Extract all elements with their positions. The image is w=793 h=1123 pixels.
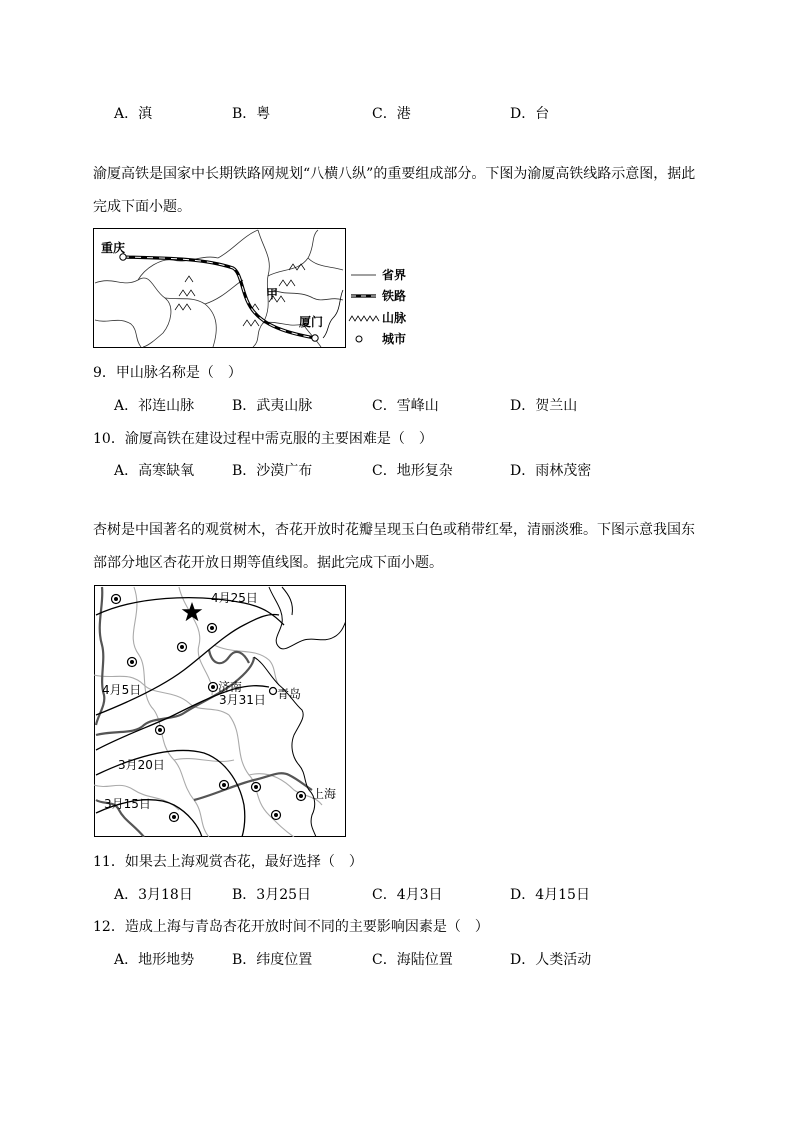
intro-paragraph-apricot: 杏树是中国著名的观赏树木，杏花开放时花瓣呈现玉白色或稍带红晕，清丽淡雅。下图示意我国东部部分地区杏花开放日期等值线图。据此完成下面小题。 bbox=[93, 522, 695, 571]
q8-option-b: B．粤 bbox=[232, 106, 271, 122]
iso-label-mar20: 3月20日 bbox=[118, 758, 165, 772]
city-dot-1 bbox=[112, 595, 121, 604]
q9-option-b: B．武夷山脉 bbox=[232, 398, 313, 414]
q11-option-b: B．3月25日 bbox=[232, 887, 312, 903]
q12-option-d: D．人类活动 bbox=[510, 952, 592, 968]
q10-option-b: B．沙漠广布 bbox=[232, 463, 313, 479]
q8-option-a: A．滇 bbox=[114, 106, 153, 122]
legend-mountain-label: 山脉 bbox=[382, 311, 407, 325]
map1-legend bbox=[349, 267, 407, 346]
q9-option-c: C．雪峰山 bbox=[372, 398, 439, 414]
q11-option-a: A．3月18日 bbox=[114, 887, 193, 903]
q10-option-a: A．高寒缺氧 bbox=[114, 463, 195, 479]
city-dot-3 bbox=[178, 643, 187, 652]
q8-option-d: D．台 bbox=[510, 106, 550, 122]
iso-label-apr25: 4月25日 bbox=[211, 591, 258, 605]
chongqing-label: 重庆 bbox=[101, 241, 126, 255]
qingdao-label: 青岛 bbox=[277, 687, 302, 701]
qingdao-city-dot bbox=[270, 688, 277, 695]
city-dot-10 bbox=[170, 813, 179, 822]
city-dot-8 bbox=[252, 783, 261, 792]
city-dot-11 bbox=[272, 811, 281, 820]
q8-option-c: C．港 bbox=[372, 106, 411, 122]
legend-city-label: 城市 bbox=[382, 332, 407, 346]
mountain-jia-label: 甲 bbox=[266, 287, 279, 301]
city-dot-2 bbox=[208, 624, 217, 633]
q10-stem: 10．渝厦高铁在建设过程中需克服的主要困难是（ ） bbox=[93, 431, 433, 447]
iso-label-apr5: 4月5日 bbox=[102, 683, 142, 697]
iso-label-mar31: 3月31日 bbox=[219, 693, 266, 707]
q11-stem: 11．如果去上海观赏杏花，最好选择（ ） bbox=[93, 854, 363, 870]
shanghai-label: 上海 bbox=[312, 787, 337, 801]
q12-option-b: B．纬度位置 bbox=[232, 952, 313, 968]
q9-option-d: D．贺兰山 bbox=[510, 398, 578, 414]
q9-option-a: A．祁连山脉 bbox=[114, 398, 195, 414]
apricot-isoline-map bbox=[94, 585, 346, 837]
q12-stem: 12．造成上海与青岛杏花开放时间不同的主要影响因素是（ ） bbox=[93, 919, 489, 935]
railway-map bbox=[93, 228, 413, 350]
q11-option-d: D．4月15日 bbox=[510, 887, 590, 903]
city-dot-7 bbox=[220, 781, 229, 790]
q11-option-c: C．4月3日 bbox=[372, 887, 443, 903]
xiamen-label: 厦门 bbox=[299, 315, 324, 329]
q12-option-a: A．地形地势 bbox=[114, 952, 195, 968]
q10-option-c: C．地形复杂 bbox=[372, 463, 453, 479]
city-dot-6 bbox=[156, 726, 165, 735]
jinan-label: 济南 bbox=[218, 680, 243, 694]
legend-mountain-symbol bbox=[349, 316, 379, 321]
legend-province-label: 省界 bbox=[382, 268, 407, 282]
iso-label-mar15: 3月15日 bbox=[104, 797, 151, 811]
q10-option-d: D．雨林茂密 bbox=[510, 463, 592, 479]
legend-railway-label: 铁路 bbox=[382, 289, 407, 303]
q9-stem: 9．甲山脉名称是（ ） bbox=[93, 365, 242, 381]
legend-city-symbol bbox=[356, 336, 362, 342]
q12-option-c: C．海陆位置 bbox=[372, 952, 453, 968]
shanghai-city-dot bbox=[297, 792, 306, 801]
intro-paragraph-railway: 渝厦高铁是国家中长期铁路网规划“八横八纵”的重要组成部分。下图为渝厦高铁线路示意图，据此完成下面小题。 bbox=[93, 166, 696, 215]
city-dot-4 bbox=[128, 658, 137, 667]
jinan-city-dot bbox=[209, 683, 218, 692]
xiamen-city-dot bbox=[312, 335, 318, 341]
